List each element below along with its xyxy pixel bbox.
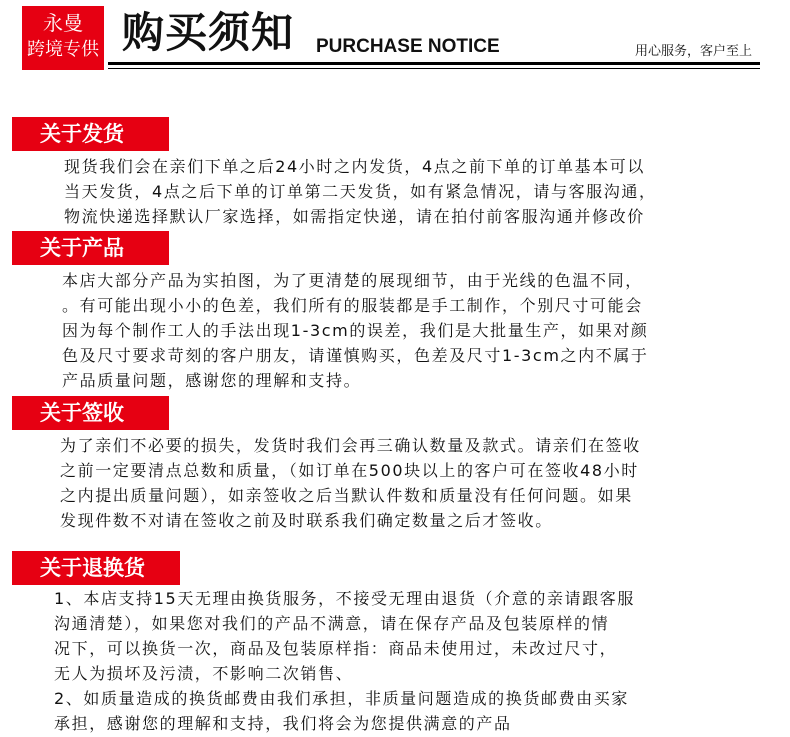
section-title-receipt: 关于签收 xyxy=(12,396,169,430)
header-rule-thick xyxy=(108,62,760,65)
section-body-returns xyxy=(54,586,635,736)
logo-line-1: 永曼 xyxy=(43,11,83,35)
text-line: 之前一定要清点总数和质量，（如订单在500块以上的客户可在签收48小时 xyxy=(60,461,639,480)
text-line: 之内提出质量问题），如亲签收之后当默认件数和质量没有任何问题。如果 xyxy=(60,486,633,505)
text-line: 本店大部分产品为实拍图，为了更清楚的展现细节，由于光线的色温不同， xyxy=(62,271,643,290)
text-line: 1、本店支持15天无理由换货服务，不接受无理由退货（介意的亲请跟客服 xyxy=(54,589,635,608)
text-line: 。有可能出现小小的色差，我们所有的服装都是手工制作，个别尺寸可能会 xyxy=(62,296,643,315)
section-title-shipping: 关于发货 xyxy=(12,117,169,151)
page-title: 购买须知 xyxy=(122,8,295,57)
section-body-receipt xyxy=(60,433,641,533)
text-line: 无人为损坏及污渍，不影响二次销售、 xyxy=(54,664,354,683)
text-line: 因为每个制作工人的手法出现1-3cm的误差，我们是大批量生产，如果对颜 xyxy=(62,321,649,340)
text-line: 承担，感谢您的理解和支持，我们将会为您提供满意的产品 xyxy=(54,714,512,733)
text-line: 2、如质量造成的换货邮费由我们承担，非质量问题造成的换货邮费由买家 xyxy=(54,689,629,708)
text-line: 为了亲们不必要的损失，发货时我们会再三确认数量及款式。请亲们在签收 xyxy=(60,436,641,455)
section-title-returns: 关于退换货 xyxy=(12,551,180,585)
section-title-products: 关于产品 xyxy=(12,231,169,265)
text-line: 当天发货，4点之后下单的订单第二天发货，如有紧急情况，请与客服沟通， xyxy=(64,182,657,201)
text-line: 况下，可以换货一次，商品及包装原样指：商品未使用过，未改过尺寸， xyxy=(54,639,618,658)
text-line: 产品质量问题，感谢您的理解和支持。 xyxy=(62,371,362,390)
logo-line-2: 跨境专供 xyxy=(27,39,99,60)
text-line: 色及尺寸要求苛刻的客户朋友，请谨慎购买，色差及尺寸1-3cm之内不属于 xyxy=(62,346,649,365)
section-body-products xyxy=(62,268,649,393)
text-line: 发现件数不对请在签收之前及时联系我们确定数量之后才签收。 xyxy=(60,511,553,530)
section-body-shipping xyxy=(64,154,657,229)
brand-logo xyxy=(22,6,104,70)
page-title-english: PURCHASE NOTICE xyxy=(316,36,500,57)
header-slogan: 用心服务，客户至上 xyxy=(634,43,752,58)
header-rule-thin xyxy=(108,68,760,69)
text-line: 物流快递选择默认厂家选择，如需指定快递，请在拍付前客服沟通并修改价 xyxy=(64,207,645,226)
text-line: 沟通清楚），如果您对我们的产品不满意，请在保存产品及包装原样的情 xyxy=(54,614,610,633)
text-line: 现货我们会在亲们下单之后24小时之内发货，4点之前下单的订单基本可以 xyxy=(64,157,645,176)
